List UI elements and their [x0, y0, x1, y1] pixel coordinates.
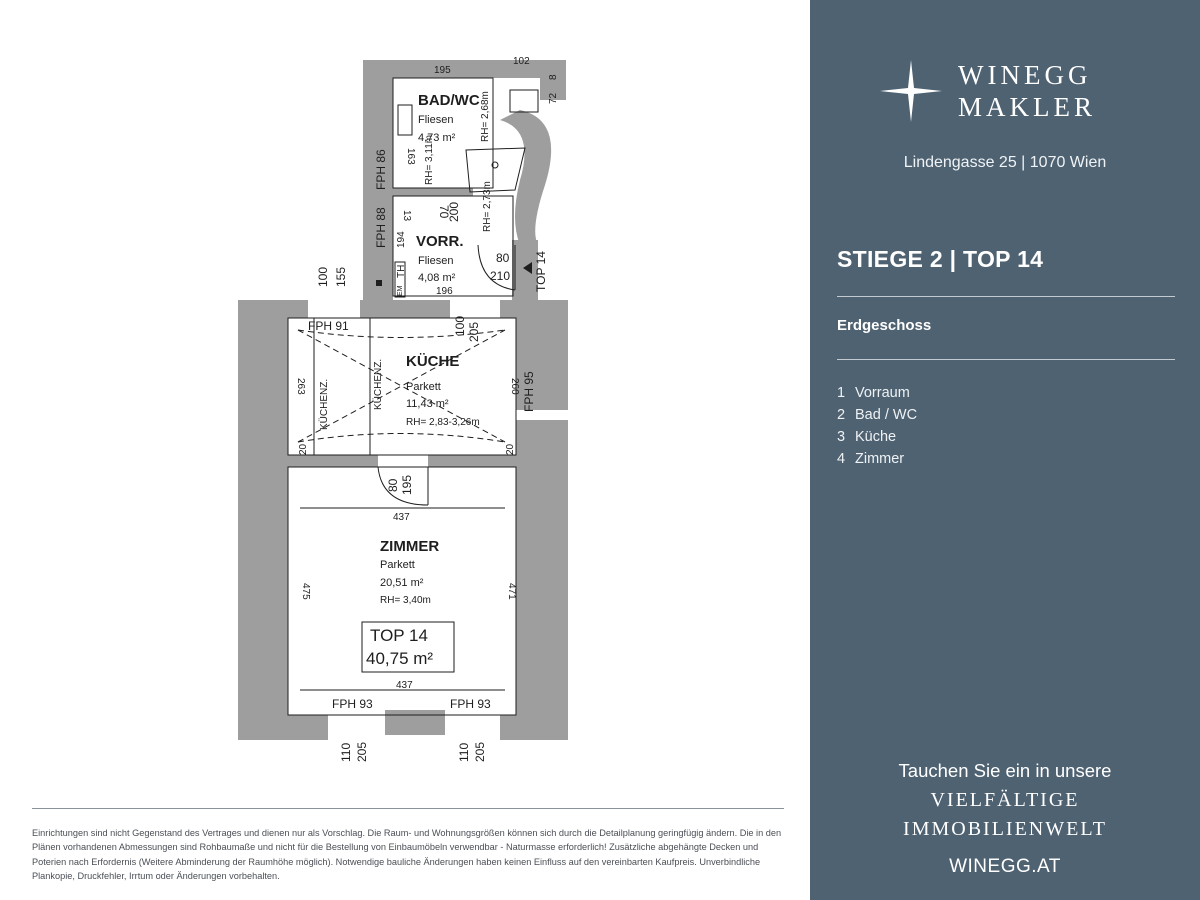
dim-em: EM [397, 285, 404, 296]
dim-win-100: 100 [316, 266, 330, 287]
room-title-zimmer: ZIMMER [380, 538, 440, 555]
label-kuechenz-a: KÜCHENZ. [319, 378, 330, 430]
dim-door-80: 80 [496, 251, 510, 265]
room-material-vorr: Fliesen [418, 255, 454, 267]
room-area-zimmer: 20,51 m² [380, 577, 424, 589]
fph-label-93a: FPH 93 [332, 697, 373, 711]
room-name: Vorraum [855, 385, 910, 401]
dim-z-471: 471 [506, 583, 517, 600]
room-number: 4 [837, 451, 846, 467]
room-title-bad: BAD/WC [418, 92, 480, 109]
dim-z-437a: 437 [393, 512, 410, 523]
side-label-top14: TOP 14 [534, 251, 548, 292]
dim-b-110a: 110 [339, 742, 353, 762]
address: Lindengasse 25 | 1070 Wien [903, 154, 1107, 171]
room-list-item [837, 404, 917, 426]
panel-divider-1 [837, 296, 1175, 297]
room-title-vorr: VORR. [416, 233, 464, 250]
fph-label-86: FPH 86 [374, 149, 388, 190]
dim-door-210: 210 [490, 269, 511, 283]
room-material-kueche: Parkett [406, 381, 441, 393]
brand-logo [880, 58, 1140, 128]
room-list-item [837, 448, 917, 470]
fph-label-95: FPH 95 [522, 371, 536, 412]
room-number: 1 [837, 385, 846, 401]
unit-title: STIEGE 2 | TOP 14 [837, 246, 1044, 272]
disclaimer-text: Einrichtungen sind nicht Gegenstand des Vertrages und dienen nur als Vorschlag. Die Raum- und Wohnungsgrößen können sich durch die Detailplanung geringfügig ändern. Die in den Plänen vorhandenen Abmessungen sind Rohbaumaße und nicht für die Bestellung von Einbaumöbeln verwendbar - Naturmasse erforderlich! Zusätzliche abgehängte Decken und Poterien nach Erfordernis (Weitere Abminderung der Raumhöhe möglich). Notwendige bauliche Änderungen haben keinen Einfluss auf den vereinbarten Kaufpreis. Unverbindliche Plankopie, Druckfehler, Irrtum oder Änderungen vorbehalten. [32, 828, 782, 881]
tagline-line2: VIELFÄLTIGE [930, 789, 1080, 811]
fph-label-88: FPH 88 [374, 207, 388, 248]
dim-z-437b: 437 [396, 680, 413, 691]
total-area: 40,75 m² [366, 649, 434, 668]
room-area-vorr: 4,08 m² [418, 272, 456, 284]
dim-vorr-70: 70 [437, 205, 451, 219]
dim-z-80: 80 [386, 478, 400, 492]
dim-bad-8: 8 [548, 74, 559, 80]
room-height-kueche: RH= 2,83-3,26m [406, 417, 480, 428]
brand-name-line2: MAKLER [958, 92, 1096, 122]
dim-vorr-13: 13 [401, 210, 412, 222]
room-name: Zimmer [855, 451, 905, 467]
room-material-bad: Fliesen [418, 114, 454, 126]
dim-k-205: 205 [467, 321, 481, 342]
dim-k-20b: 20 [505, 443, 516, 455]
room-height-bad-2: RH= 3,11m [424, 134, 435, 185]
star-logo-icon [880, 60, 942, 122]
dim-vorr-200: 200 [447, 201, 461, 222]
total-unit: TOP 14 [370, 626, 428, 645]
dim-bad-width: 195 [434, 65, 451, 76]
room-name: Küche [855, 429, 897, 445]
room-height-bad: RH= 2,68m [480, 91, 491, 142]
room-name: Bad / WC [855, 407, 918, 423]
dim-k-260: 260 [509, 378, 520, 395]
dim-vorr-196: 196 [436, 286, 453, 297]
brand-name-line1: WINEGG [958, 60, 1092, 90]
room-height-vorr: RH= 2,73m [482, 181, 493, 232]
info-panel [810, 0, 1200, 900]
room-list-item [837, 426, 917, 448]
room-area-bad: 4,73 m² [418, 132, 456, 144]
room-height-zimmer: RH= 3,40m [380, 595, 431, 606]
fph-label-93b: FPH 93 [450, 697, 491, 711]
dim-vorr-194: 194 [396, 231, 407, 248]
room-number: 3 [837, 429, 846, 445]
room-material-zimmer: Parkett [380, 559, 415, 571]
dim-b-110b: 110 [457, 742, 471, 762]
dim-b-205a: 205 [355, 741, 369, 762]
tagline-line3: IMMOBILIENWELT [903, 818, 1107, 840]
label-kuechenz-b: KÜCHENZ. [373, 358, 384, 410]
dim-bad-top-right: 102 [513, 56, 530, 67]
dim-bad-72: 72 [548, 92, 559, 104]
room-list-item [837, 382, 917, 404]
floor-label: Erdgeschoss [837, 317, 932, 334]
dim-k-20a: 20 [298, 443, 309, 455]
dim-th: TH [396, 264, 407, 278]
dim-z-475: 475 [300, 583, 311, 600]
panel-divider-2 [837, 359, 1175, 360]
fph-label-91: FPH 91 [308, 319, 349, 333]
room-list [837, 382, 917, 470]
dim-k-100: 100 [453, 315, 467, 336]
dim-win-155: 155 [334, 266, 348, 287]
dim-z-195: 195 [400, 474, 414, 495]
room-area-kueche: 11,43 m² [406, 398, 449, 410]
room-number: 2 [837, 407, 846, 423]
dim-b-205b: 205 [473, 741, 487, 762]
dim-k-263: 263 [295, 378, 306, 395]
dim-bad-163: 163 [405, 148, 416, 165]
room-title-kueche: KÜCHE [406, 353, 460, 370]
website-link[interactable]: WINEGG.AT [949, 856, 1061, 877]
marker-icon [376, 280, 382, 286]
tagline-line1: Tauchen Sie ein in unsere [898, 760, 1112, 781]
footer-divider [32, 808, 784, 809]
